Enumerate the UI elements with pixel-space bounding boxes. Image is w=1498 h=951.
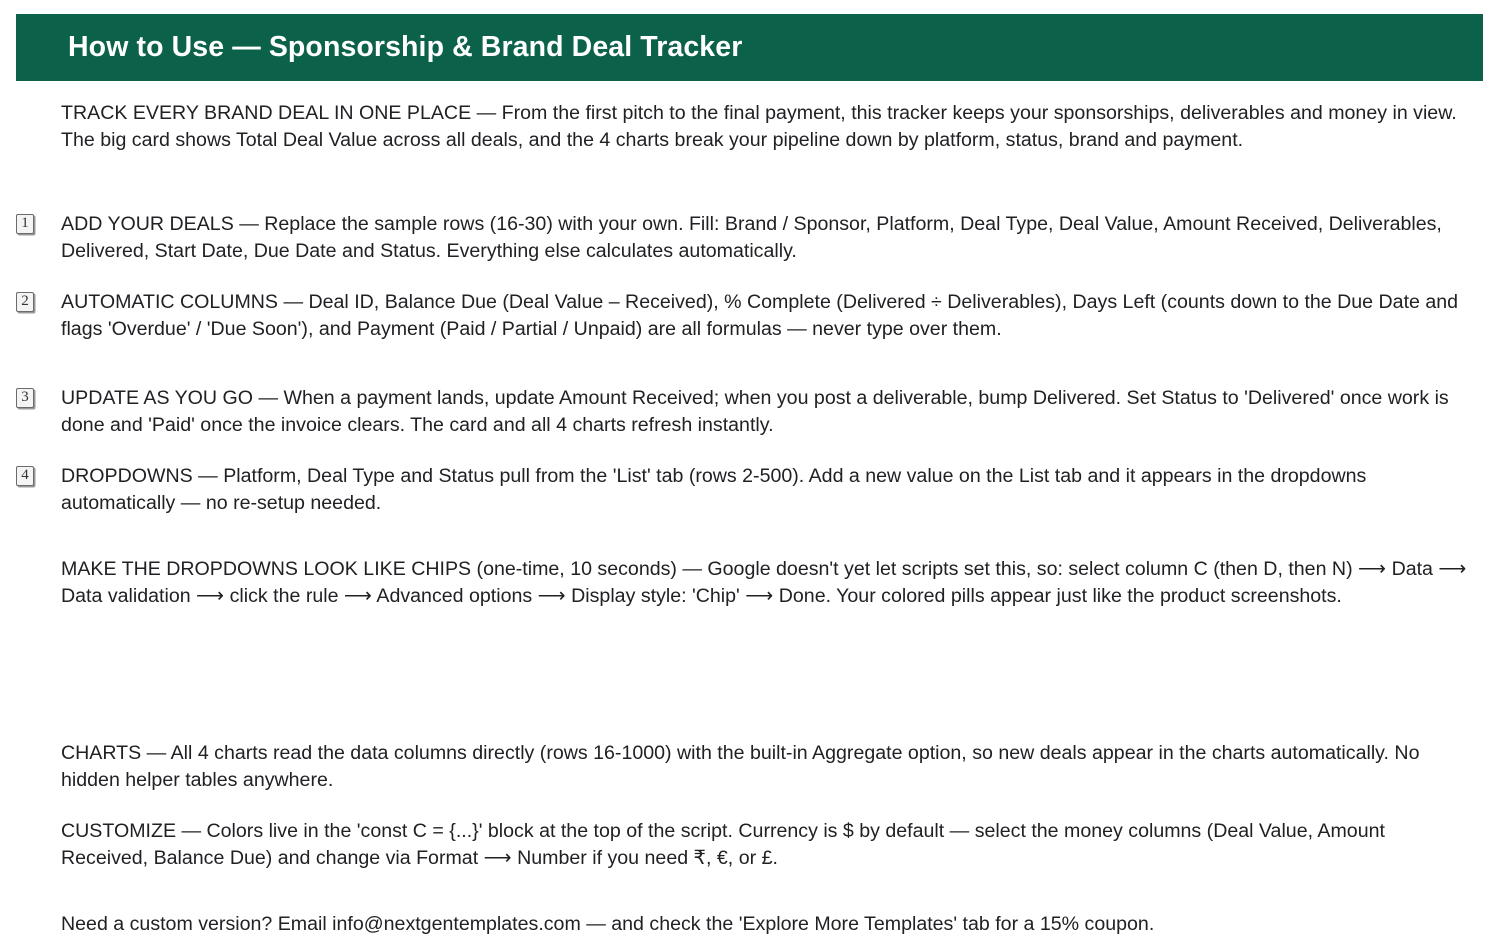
step-1-text: ADD YOUR DEALS — Replace the sample rows (16-30) with your own. Fill: Brand / Sponsor, Platform, Deal Type, Deal Value, Amount Received, Deliverables, Delivered, Start Date, Due Date and Status. Everything else calculates automatically. bbox=[61, 213, 1442, 262]
step-2-text: AUTOMATIC COLUMNS — Deal ID, Balance Due (Deal Value – Received), % Complete (Delivered ÷ Deliverables), Days Left (counts down to the Due Date and flags 'Overdue' / 'Due Soon'), and Payment (Paid / Partial / Unpaid) are all formulas — never type over them. bbox=[61, 291, 1459, 340]
contact-note-paragraph: Need a custom version? Email info@nextgentemplates.com — and check the 'Explore More Templates' tab for a 15% coupon. bbox=[61, 913, 1155, 935]
step-3-text: UPDATE AS YOU GO — When a payment lands, update Amount Received; when you post a deliverable, bump Delivered. Set Status to 'Delivered' once work is done and 'Paid' once the invoice clears. The card and all 4 charts refresh instantly. bbox=[61, 387, 1449, 436]
page-title: How to Use — Sponsorship & Brand Deal Tracker bbox=[68, 31, 743, 63]
chips-tip-paragraph: MAKE THE DROPDOWNS LOOK LIKE CHIPS (one-time, 10 seconds) — Google doesn't yet let scripts set this, so: select column C (then D, then N) ⟶ Data ⟶ Data validation ⟶ click the rule ⟶ Advanced options ⟶ Display style: 'Chip' ⟶ Done. Your colored pills appear just like the product screenshots. bbox=[61, 558, 1467, 607]
step-3-number-badge: 3 bbox=[16, 388, 34, 408]
charts-note-paragraph: CHARTS — All 4 charts read the data columns directly (rows 16-1000) with the built-in Aggregate option, so new deals appear in the charts automatically. No hidden helper tables anywhere. bbox=[61, 742, 1420, 791]
step-1-number-badge: 1 bbox=[16, 214, 34, 234]
title-banner bbox=[16, 14, 1483, 81]
step-4-text: DROPDOWNS — Platform, Deal Type and Status pull from the 'List' tab (rows 2-500). Add a new value on the List tab and it appears in the dropdowns automatically — no re-setup needed. bbox=[61, 465, 1367, 514]
step-2-number-badge: 2 bbox=[16, 292, 34, 312]
customize-note-paragraph: CUSTOMIZE — Colors live in the 'const C = {...}' block at the top of the script. Currency is $ by default — select the money columns (Deal Value, Amount Received, Balance Due) and change via Format ⟶ Number if you need ₹, €, or £. bbox=[61, 820, 1385, 869]
intro-paragraph: TRACK EVERY BRAND DEAL IN ONE PLACE — From the first pitch to the final payment, this tracker keeps your sponsorships, deliverables and money in view. The big card shows Total Deal Value across all deals, and the 4 charts break your pipeline down by platform, status, brand and payment. bbox=[61, 102, 1457, 151]
step-4-number-badge: 4 bbox=[16, 466, 34, 486]
